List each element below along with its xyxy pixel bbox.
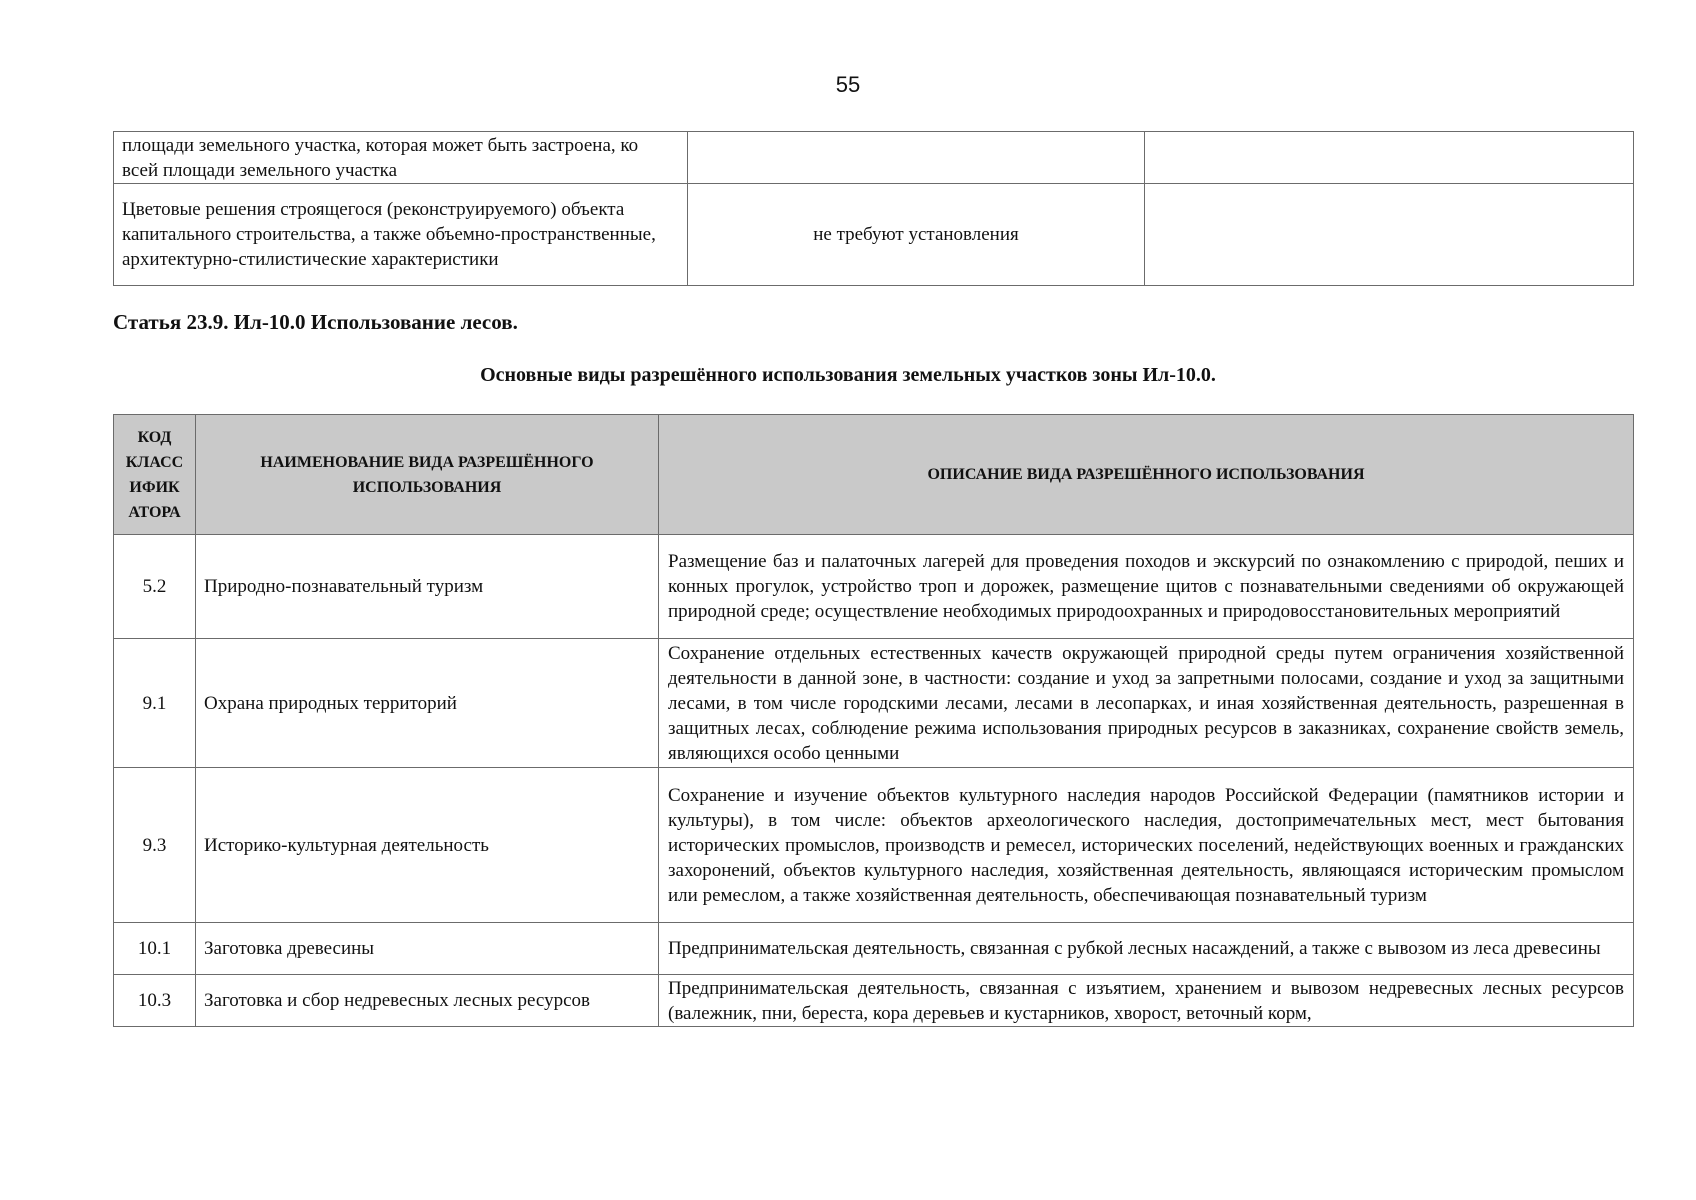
parameter-name-cell: Цветовые решения строящегося (реконструируемого) объекта капитального строительства, а также объемно-пространственные, архитектурно-стилистические характеристики	[114, 184, 688, 286]
parameter-value-cell	[688, 132, 1145, 184]
table-header-row	[114, 415, 1634, 535]
name-cell: Природно-познавательный туризм	[196, 535, 659, 639]
table-row	[114, 639, 1634, 768]
table-row	[114, 132, 1634, 184]
header-name: НАИМЕНОВАНИЕ ВИДА РАЗРЕШЁННОГО ИСПОЛЬЗОВАНИЯ	[196, 415, 659, 535]
table-row	[114, 975, 1634, 1027]
name-cell: Охрана природных территорий	[196, 639, 659, 768]
description-cell: Сохранение отдельных естественных качеств окружающей природной среды путем ограничения хозяйственной деятельности в данной зоне, в частности: создание и уход за запретными полосами, создание и уход за защитными лесами, в том числе городскими лесами, лесами в лесопарках, и иная хозяйственная деятельность, разрешенная в защитных лесах, соблюдение режима использования природных ресурсов в заказниках, сохранение свойств земель, являющихся особо ценными	[659, 639, 1634, 768]
parameter-note-cell	[1145, 184, 1634, 286]
permitted-use-table	[113, 414, 1634, 1027]
parameter-name-cell: площади земельного участка, которая может быть застроена, ко всей площади земельного участка	[114, 132, 688, 184]
parameter-value-cell: не требуют установления	[688, 184, 1145, 286]
name-cell: Заготовка древесины	[196, 923, 659, 975]
name-cell: Историко-культурная деятельность	[196, 768, 659, 923]
description-cell: Сохранение и изучение объектов культурного наследия народов Российской Федерации (памятников истории и культуры), в том числе: объектов археологического наследия, достопримечательных мест, мест бытования исторических промыслов, производств и ремесел, исторических поселений, недействующих военных и гражданских захоронений, объектов культурного наследия, хозяйственная деятельность, являющаяся историческим промыслом или ремеслом, а также хозяйственная деятельность, обеспечивающая познавательный туризм	[659, 768, 1634, 923]
table-row	[114, 535, 1634, 639]
description-cell: Предпринимательская деятельность, связанная с изъятием, хранением и вывозом недревесных лесных ресурсов (валежник, пни, береста, кора деревьев и кустарников, хворост, веточный корм,	[659, 975, 1634, 1027]
description-cell: Предпринимательская деятельность, связанная с рубкой лесных насаждений, а также с вывозом из леса древесины	[659, 923, 1634, 975]
code-cell: 9.3	[114, 768, 196, 923]
code-cell: 5.2	[114, 535, 196, 639]
code-cell: 10.1	[114, 923, 196, 975]
continued-parameters-table	[113, 131, 1634, 286]
header-code: КОД КЛАСС ИФИК АТОРА	[114, 415, 196, 535]
table-row	[114, 923, 1634, 975]
name-cell: Заготовка и сбор недревесных лесных ресурсов	[196, 975, 659, 1027]
code-cell: 10.3	[114, 975, 196, 1027]
header-description: ОПИСАНИЕ ВИДА РАЗРЕШЁННОГО ИСПОЛЬЗОВАНИЯ	[659, 415, 1634, 535]
parameter-note-cell	[1145, 132, 1634, 184]
code-cell: 9.1	[114, 639, 196, 768]
article-title: Статья 23.9. Ил-10.0 Использование лесов.	[113, 310, 518, 334]
page-number: 55	[835, 72, 861, 97]
table-caption: Основные виды разрешённого использования земельных участков зоны Ил-10.0.	[480, 364, 1216, 386]
table-row	[114, 184, 1634, 286]
description-cell: Размещение баз и палаточных лагерей для проведения походов и экскурсий по ознакомлению с природой, пеших и конных прогулок, устройство троп и дорожек, размещение щитов с познавательными сведениями об окружающей природной среде; осуществление необходимых природоохранных и природовосстановительных мероприятий	[659, 535, 1634, 639]
table-row	[114, 768, 1634, 923]
